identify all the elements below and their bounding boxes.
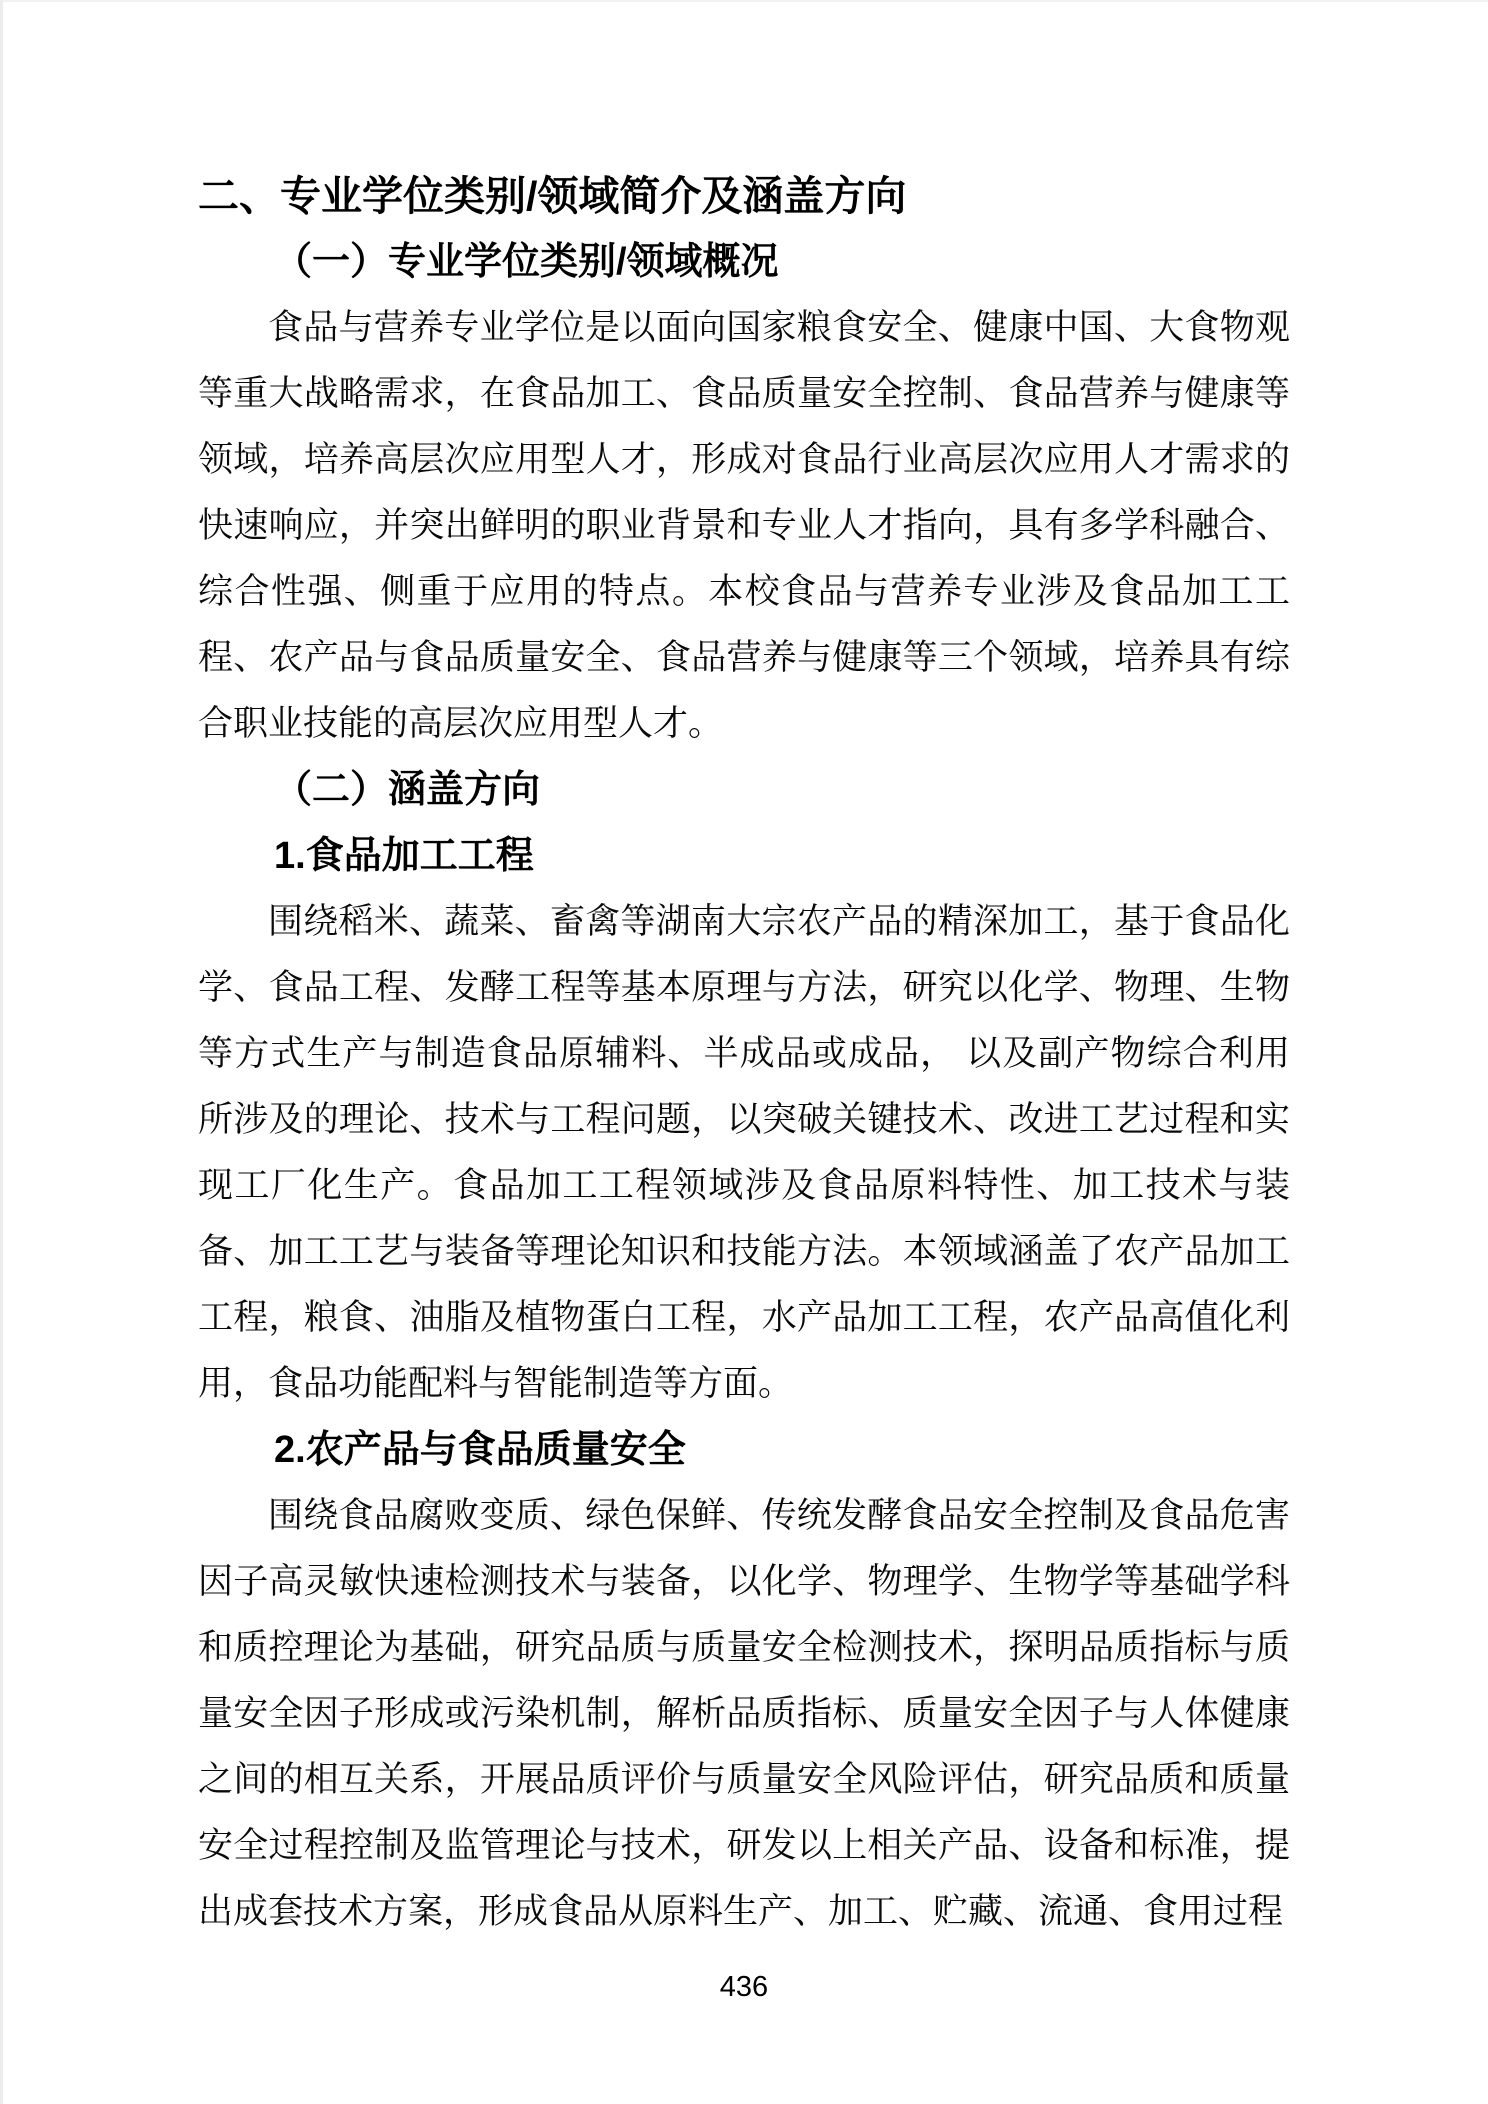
subsection-2-paragraph: 围绕食品腐败变质、绿色保鲜、传统发酵食品安全控制及食品危害因子高灵敏快速检测技术与装备，以化学、物理学、生物学等基础学科和质控理论为基础，研究品质与质量安全检测技术，探明品质指标与质量安全因子形成或污染机制，解析品质指标、质量安全因子与人体健康之间的相互关系，开展品质评价与质量安全风险评估，研究品质和质量安全过程控制及监管理论与技术，研发以上相关产品、设备和标准，提出成套技术方案，形成食品从原料生产、加工、贮藏、流通、食用过程: [198, 1496, 1290, 1931]
subsection-2-heading-food-quality-safety: 2.农产品与食品质量安全: [274, 1429, 686, 1471]
section-1-paragraph: 食品与营养专业学位是以面向国家粮食安全、健康中国、大食物观等重大战略需求，在食品加工、食品质量安全控制、食品营养与健康等领域，培养高层次应用型人才，形成对食品行业高层次应用人才需求的快速响应，并突出鲜明的职业背景和专业人才指向，具有多学科融合、综合性强、侧重于应用的特点。本校食品与营养专业涉及食品加工工程、农产品与食品质量安全、食品营养与健康等三个领域，培养具有综合职业技能的高层次应用型人才。: [198, 308, 1290, 743]
document-title: 二、专业学位类别/领域简介及涵盖方向: [198, 173, 907, 219]
page-number: 436: [719, 1971, 769, 2003]
subsection-1-paragraph: 围绕稻米、蔬菜、畜禽等湖南大宗农产品的精深加工，基于食品化学、食品工程、发酵工程等基本原理与方法，研究以化学、物理、生物等方式生产与制造食品原辅料、半成品或成品， 以及副产物综合利用所涉及的理论、技术与工程问题，以突破关键技术、改进工艺过程和实现工厂化生产。食品加工工程领域涉及食品原料特性、加工技术与装备、加工工艺与装备等理论知识和技能方法。本领域涵盖了农产品加工工程，粮食、油脂及植物蛋白工程，水产品加工工程，农产品高值化利用，食品功能配料与智能制造等方面。: [198, 902, 1290, 1403]
section-1-heading: （一）专业学位类别/领域概况: [274, 241, 779, 283]
subsection-1-heading-food-processing-engineering: 1.食品加工工程: [274, 835, 534, 877]
section-2-heading: （二）涵盖方向: [274, 769, 541, 811]
